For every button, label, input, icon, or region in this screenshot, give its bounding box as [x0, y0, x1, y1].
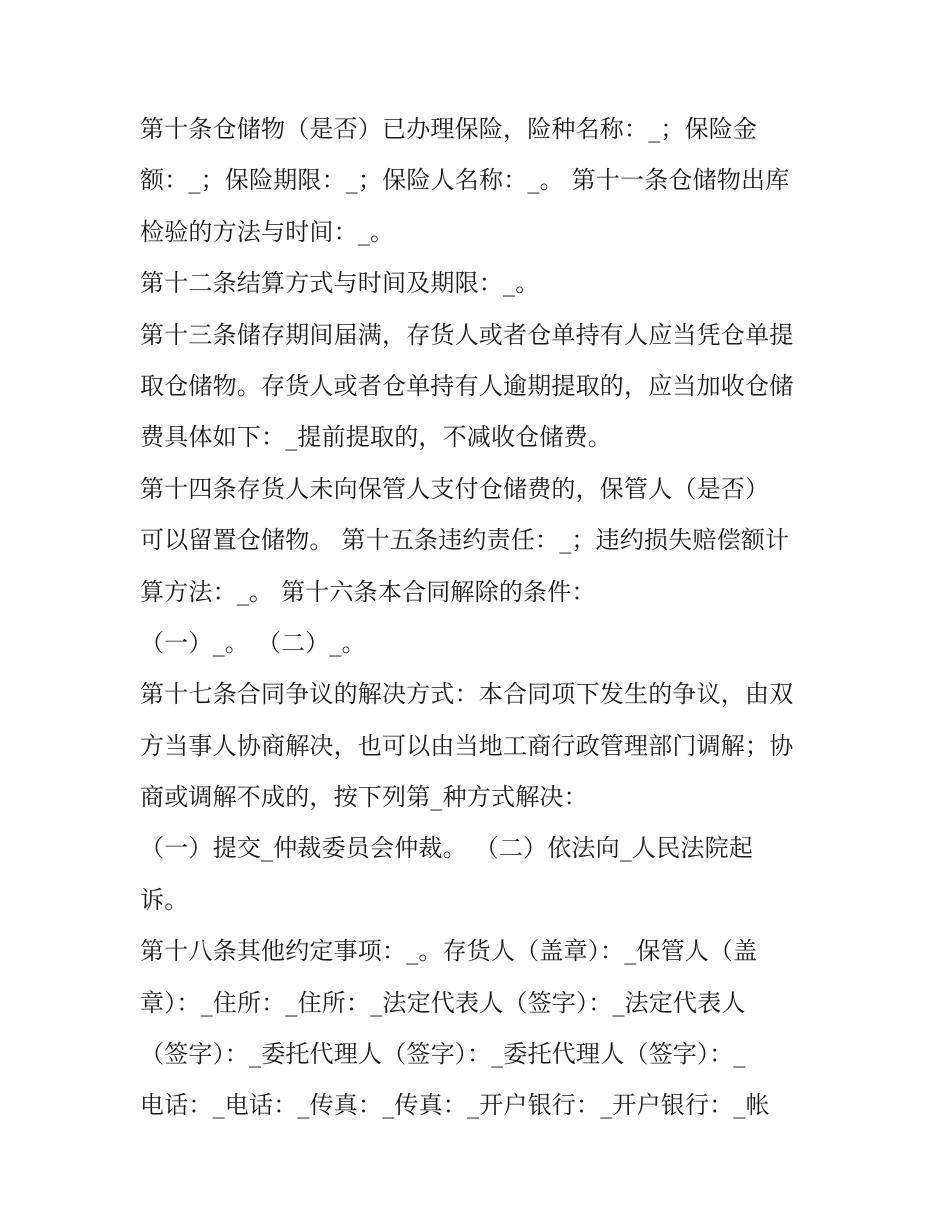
text-line: 费具体如下：_提前提取的，不减收仓储费。: [140, 423, 612, 452]
text-line: 诉。: [140, 885, 189, 914]
text-line: （一）_。 （二）_。: [140, 628, 366, 657]
text-line: 商或调解不成的，按下列第_种方式解决：: [140, 783, 588, 812]
text-line: 第十八条其他约定事项：_。存货人（盖章）：_保管人（盖: [140, 937, 758, 966]
text-line: （签字）：_委托代理人（签字）：_委托代理人（签字）：_: [140, 1040, 746, 1069]
text-line: 电话：_电话：_传真：_传真：_开户银行：_开户银行：_帐: [140, 1091, 770, 1120]
document-body: [140, 104, 830, 1132]
text-line: 可以留置仓储物。 第十五条违约责任：_；违约损失赔偿额计: [140, 526, 790, 555]
text-line: 取仓储物。存货人或者仓单持有人逾期提取的，应当加收仓储: [140, 371, 794, 400]
text-line: 第十条仓储物（是否）已办理保险，险种名称：_；保险金: [140, 115, 758, 143]
text-line: 第十三条储存期间届满，存货人或者仓单持有人应当凭仓单提: [140, 320, 794, 349]
text-line: 第十二条结算方式与时间及期限：_。: [140, 269, 540, 298]
text-line: 方当事人协商解决，也可以由当地工商行政管理部门调解；协: [140, 731, 794, 760]
text-line: 章）：_住所：_住所：_法定代表人（签字）：_法定代表人: [140, 988, 746, 1017]
text-line: 额：_；保险期限：_；保险人名称：_。 第十一条仓储物出库: [140, 166, 790, 195]
text-line: （一）提交_仲裁委员会仲裁。 （二）依法向_人民法院起: [140, 834, 754, 863]
text-line: 检验的方法与时间：_。: [140, 217, 395, 246]
text-line: 算方法：_。 第十六条本合同解除的条件：: [140, 577, 596, 606]
text-line: 第十四条存货人未向保管人支付仓储费的，保管人（是否）: [140, 474, 770, 503]
text-line: 第十七条合同争议的解决方式：本合同项下发生的争议，由双: [140, 680, 794, 709]
